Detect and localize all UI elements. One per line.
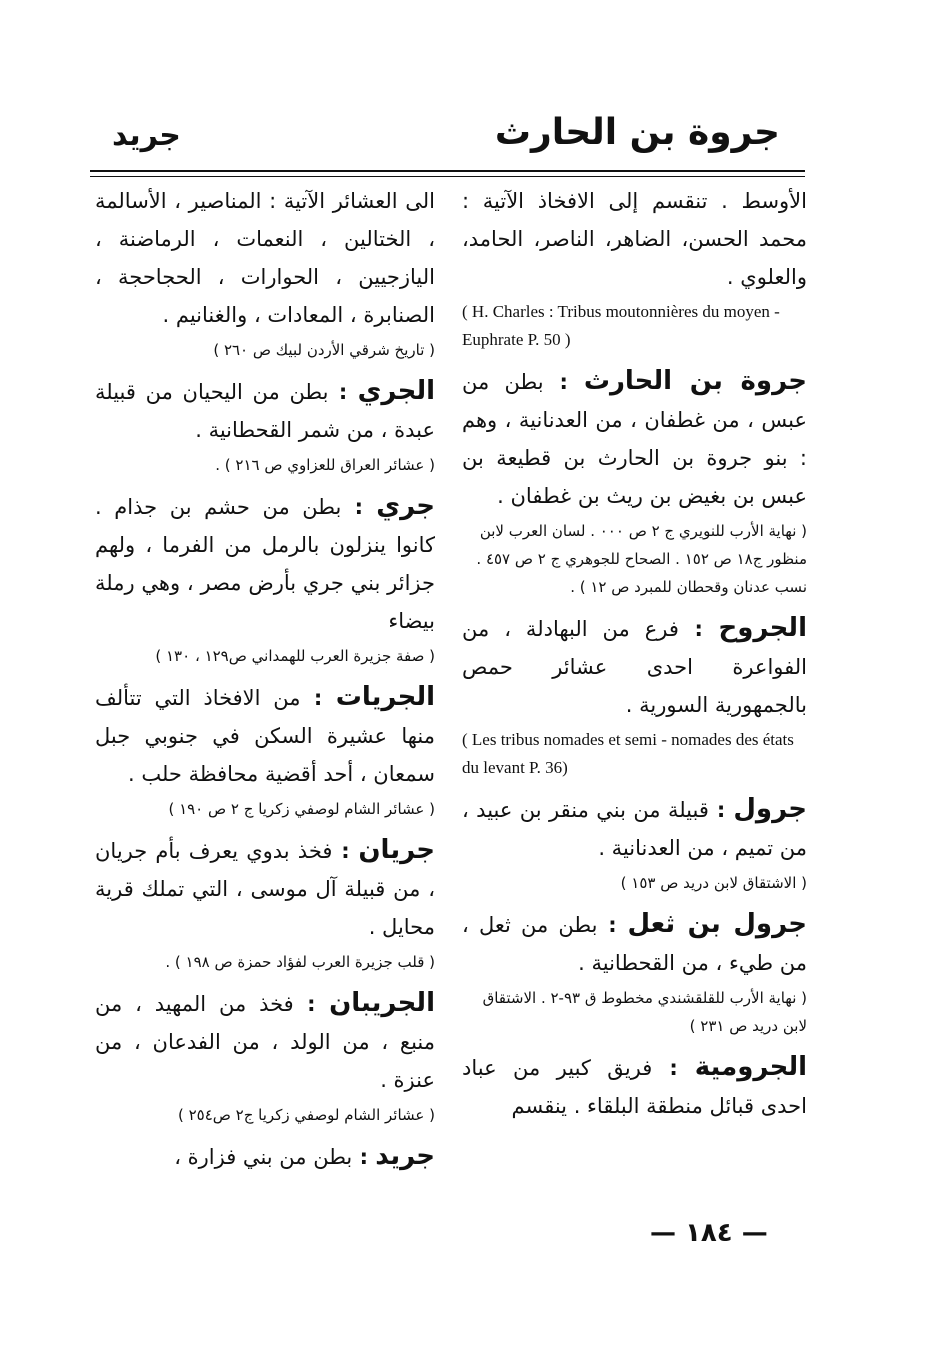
page-number: — ١٨٤ — <box>650 1218 768 1248</box>
dictionary-entry: الجريبان : فخذ من المهيد ، من منبع ، من الولد ، من الفدعان ، من عنزة . <box>95 988 435 1092</box>
running-head-left: جريد <box>112 118 181 153</box>
source-citation: ( صفة جزيرة العرب للهمداني ص١٢٩ ، ١٣٠ ) <box>155 647 435 665</box>
entry-body: فريق كبير من عباد احدى قبائل منطقة البلقاء . ينقسم <box>462 1056 807 1118</box>
entry-body: بطن من ثعل ، من طيء ، من القحطانية . <box>462 913 807 975</box>
entry-body: فخذ من المهيد ، من منبع ، من الولد ، من الفدعان ، من عنزة . <box>95 992 435 1092</box>
dictionary-entry: جرول بن ثعل : بطن من ثعل ، من طيء ، من القحطانية . <box>462 909 807 975</box>
right-column <box>462 182 807 1127</box>
running-head-right: جروة بن الحارث <box>494 112 780 153</box>
entry-body: قبيلة من بني منقر بن عبيد ، من تميم ، من العدنانية . <box>462 798 807 860</box>
dictionary-entry: الجروح : فرع من البهادلة ، من الفواعرة احدى عشائر حمص بالجمهورية السورية . <box>462 613 807 717</box>
source-citation: ( الاشتقاق لابن دريد ص ١٥٣ ) <box>620 874 807 892</box>
dictionary-entry: جرول : قبيلة من بني منقر بن عبيد ، من تميم ، من العدنانية . <box>462 794 807 860</box>
dictionary-entry: الجرومية : فريق كبير من عباد احدى قبائل منطقة البلقاء . ينقسم <box>462 1052 807 1118</box>
dictionary-entry: جريان : فخذ بدوي يعرف بأم جريان ، من قبيلة آل موسى ، التي تملك قرية محايل . <box>95 835 435 939</box>
entry-headword: جرول بن ثعل <box>627 909 807 939</box>
source-citation: ( عشائر العراق للعزاوي ص ٢١٦ ) . <box>215 456 435 474</box>
dictionary-entry: الجريات : من الافخاذ التي تتألف منها عشيرة السكن في جنوبي جبل سمعان ، أحد أقضية محافظة حلب . <box>95 682 435 786</box>
entry-body: بطن من عبس ، من غطفان ، من العدنانية ، وهم : بنو جروة بن الحارث بن قطيعة بن عبس بن بغيض بن ريث بن غطفان . <box>462 370 807 508</box>
entry-headword: جريان <box>358 835 435 865</box>
entry-headword: الجري <box>357 376 435 406</box>
entry-headword: جروة بن الحارث <box>583 366 807 396</box>
header-rule-thin <box>90 176 805 177</box>
dictionary-entry: جري : بطن من حشم بن جذام . كانوا ينزلون بالرمل من الفرما ، ولهم جزائر بني جري بأرض مصر ، وهي رملة بيضاء <box>95 491 435 633</box>
left-column <box>95 182 435 1178</box>
entry-body: من الافخاذ التي تتألف منها عشيرة السكن في جنوبي جبل سمعان ، أحد أقضية محافظة حلب . <box>95 686 435 786</box>
dictionary-entry: الجري : بطن من اليحيان من قبيلة عبدة ، من شمر القحطانية . <box>95 376 435 442</box>
continuation-text: الأوسط . تنقسم إلى الافخاذ الآتية : محمد الحسن، الضاهر، الناصر، الحامد، والعلوي . <box>462 189 807 289</box>
entry-body: بطن من اليحيان من قبيلة عبدة ، من شمر القحطانية . <box>95 380 435 442</box>
entry-headword: جرول <box>733 794 807 824</box>
entry-body: فخذ بدوي يعرف بأم جريان ، من قبيلة آل موسى ، التي تملك قرية محايل . <box>95 839 435 939</box>
entry-headword: الجروح <box>718 613 807 643</box>
entry-headword: الجريبان <box>329 988 435 1018</box>
source-citation: ( عشائر الشام لوصفي زكريا ج ٢ ص ١٩٠ ) <box>168 800 435 818</box>
entry-headword: جريد <box>375 1141 435 1171</box>
source-citation: ( H. Charles : Tribus moutonnières du moyen - Euphrate P. 50 ) <box>462 302 780 349</box>
entry-headword: جري <box>376 491 435 521</box>
source-citation: ( نهاية الأرب للنويري ج ٢ ص ٠٠٠ . لسان العرب لابن منظور ج١٨ ص ١٥٢ . الصحاح للجوهري ج ٢ ص ٤٥٧ . نسب عدنان وقحطان للمبرد ص ١٢ ) . <box>476 522 807 596</box>
entry-headword: الجرومية <box>694 1052 807 1082</box>
source-citation: ( قلب جزيرة العرب لفؤاد حمزة ص ١٩٨ ) . <box>165 953 435 971</box>
source-citation: ( تاريخ شرقي الأردن لبيك ص ٢٦٠ ) <box>213 341 435 359</box>
header-rule <box>90 170 805 172</box>
source-citation: ( Les tribus nomades et semi - nomades des états du levant P. 36) <box>462 730 794 777</box>
continuation-text: الى العشائر الآتية : المناصير ، الأسالمة ، الختالين ، النعمات ، الرماضنة ، اليازجيين ، الحوارات ، الحجاحجة ، الصنابرة ، المعادات ، والغنانيم . <box>95 189 435 327</box>
dictionary-entry: جريد : بطن من بني فزارة ، <box>174 1141 435 1171</box>
entry-headword: الجريات <box>335 682 435 712</box>
entry-body: بطن من بني فزارة ، <box>174 1145 353 1169</box>
entry-body: بطن من حشم بن جذام . كانوا ينزلون بالرمل من الفرما ، ولهم جزائر بني جري بأرض مصر ، وهي رملة بيضاء <box>95 495 435 633</box>
entry-body: فرع من البهادلة ، من الفواعرة احدى عشائر حمص بالجمهورية السورية . <box>462 617 807 717</box>
source-citation: ( نهاية الأرب للقلقشندي مخطوط ق ٩٣-٢ . الاشتقاق لابن دريد ص ٢٣١ ) <box>482 989 807 1035</box>
dictionary-entry: جروة بن الحارث : بطن من عبس ، من غطفان ، من العدنانية ، وهم : بنو جروة بن الحارث بن قطيعة بن عبس بن بغيض بن ريث بن غطفان . <box>462 366 807 508</box>
source-citation: ( عشائر الشام لوصفي زكريا ج٢ ص٢٥٤ ) <box>177 1106 435 1124</box>
